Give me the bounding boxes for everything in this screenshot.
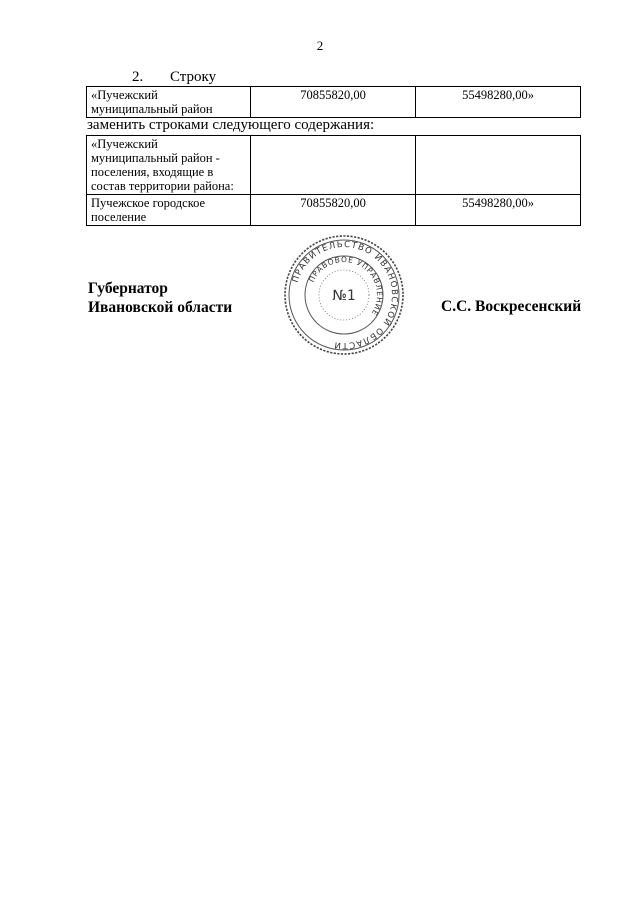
table-row (87, 195, 581, 226)
signatory-position (88, 279, 232, 317)
page-number: 2 (316, 38, 324, 53)
seal-outer-text: ПРАВИТЕЛЬСТВО ИВАНОВСКОЙ ОБЛАСТИ (290, 239, 400, 351)
seal-inner-text: ПРАВОВОЕ УПРАВЛЕНИЕ (306, 254, 385, 318)
replace-instruction: заменить строками следующего содержания: (87, 117, 375, 133)
official-seal (282, 233, 406, 357)
new-rows-table (86, 135, 581, 226)
item-heading (132, 69, 216, 86)
amount-cell: 55498280,00» (416, 87, 581, 118)
district-name-cell: «Пучежский муниципальный район (87, 87, 251, 118)
item-number: 2. (132, 69, 144, 85)
district-name-cell: Пучежское городское поселение (87, 195, 251, 226)
signatory-name: С.С. Воскресенский (441, 298, 582, 315)
seal-graphic (282, 233, 406, 357)
amount-cell: 70855820,00 (251, 195, 416, 226)
item-text: Строку (170, 69, 217, 85)
amount-cell: 55498280,00» (416, 195, 581, 226)
old-row-table (86, 86, 581, 118)
position-line-2: Ивановской области (88, 299, 233, 316)
position-line-1: Губернатор (88, 280, 168, 297)
seal-number: №1 (332, 288, 356, 304)
district-name-cell: «Пучежский муниципальный район - поселения, входящие в состав территории района: (87, 136, 251, 195)
table-row (87, 87, 581, 118)
amount-cell: 70855820,00 (251, 87, 416, 118)
amount-cell (416, 136, 581, 195)
amount-cell (251, 136, 416, 195)
table-row (87, 136, 581, 195)
